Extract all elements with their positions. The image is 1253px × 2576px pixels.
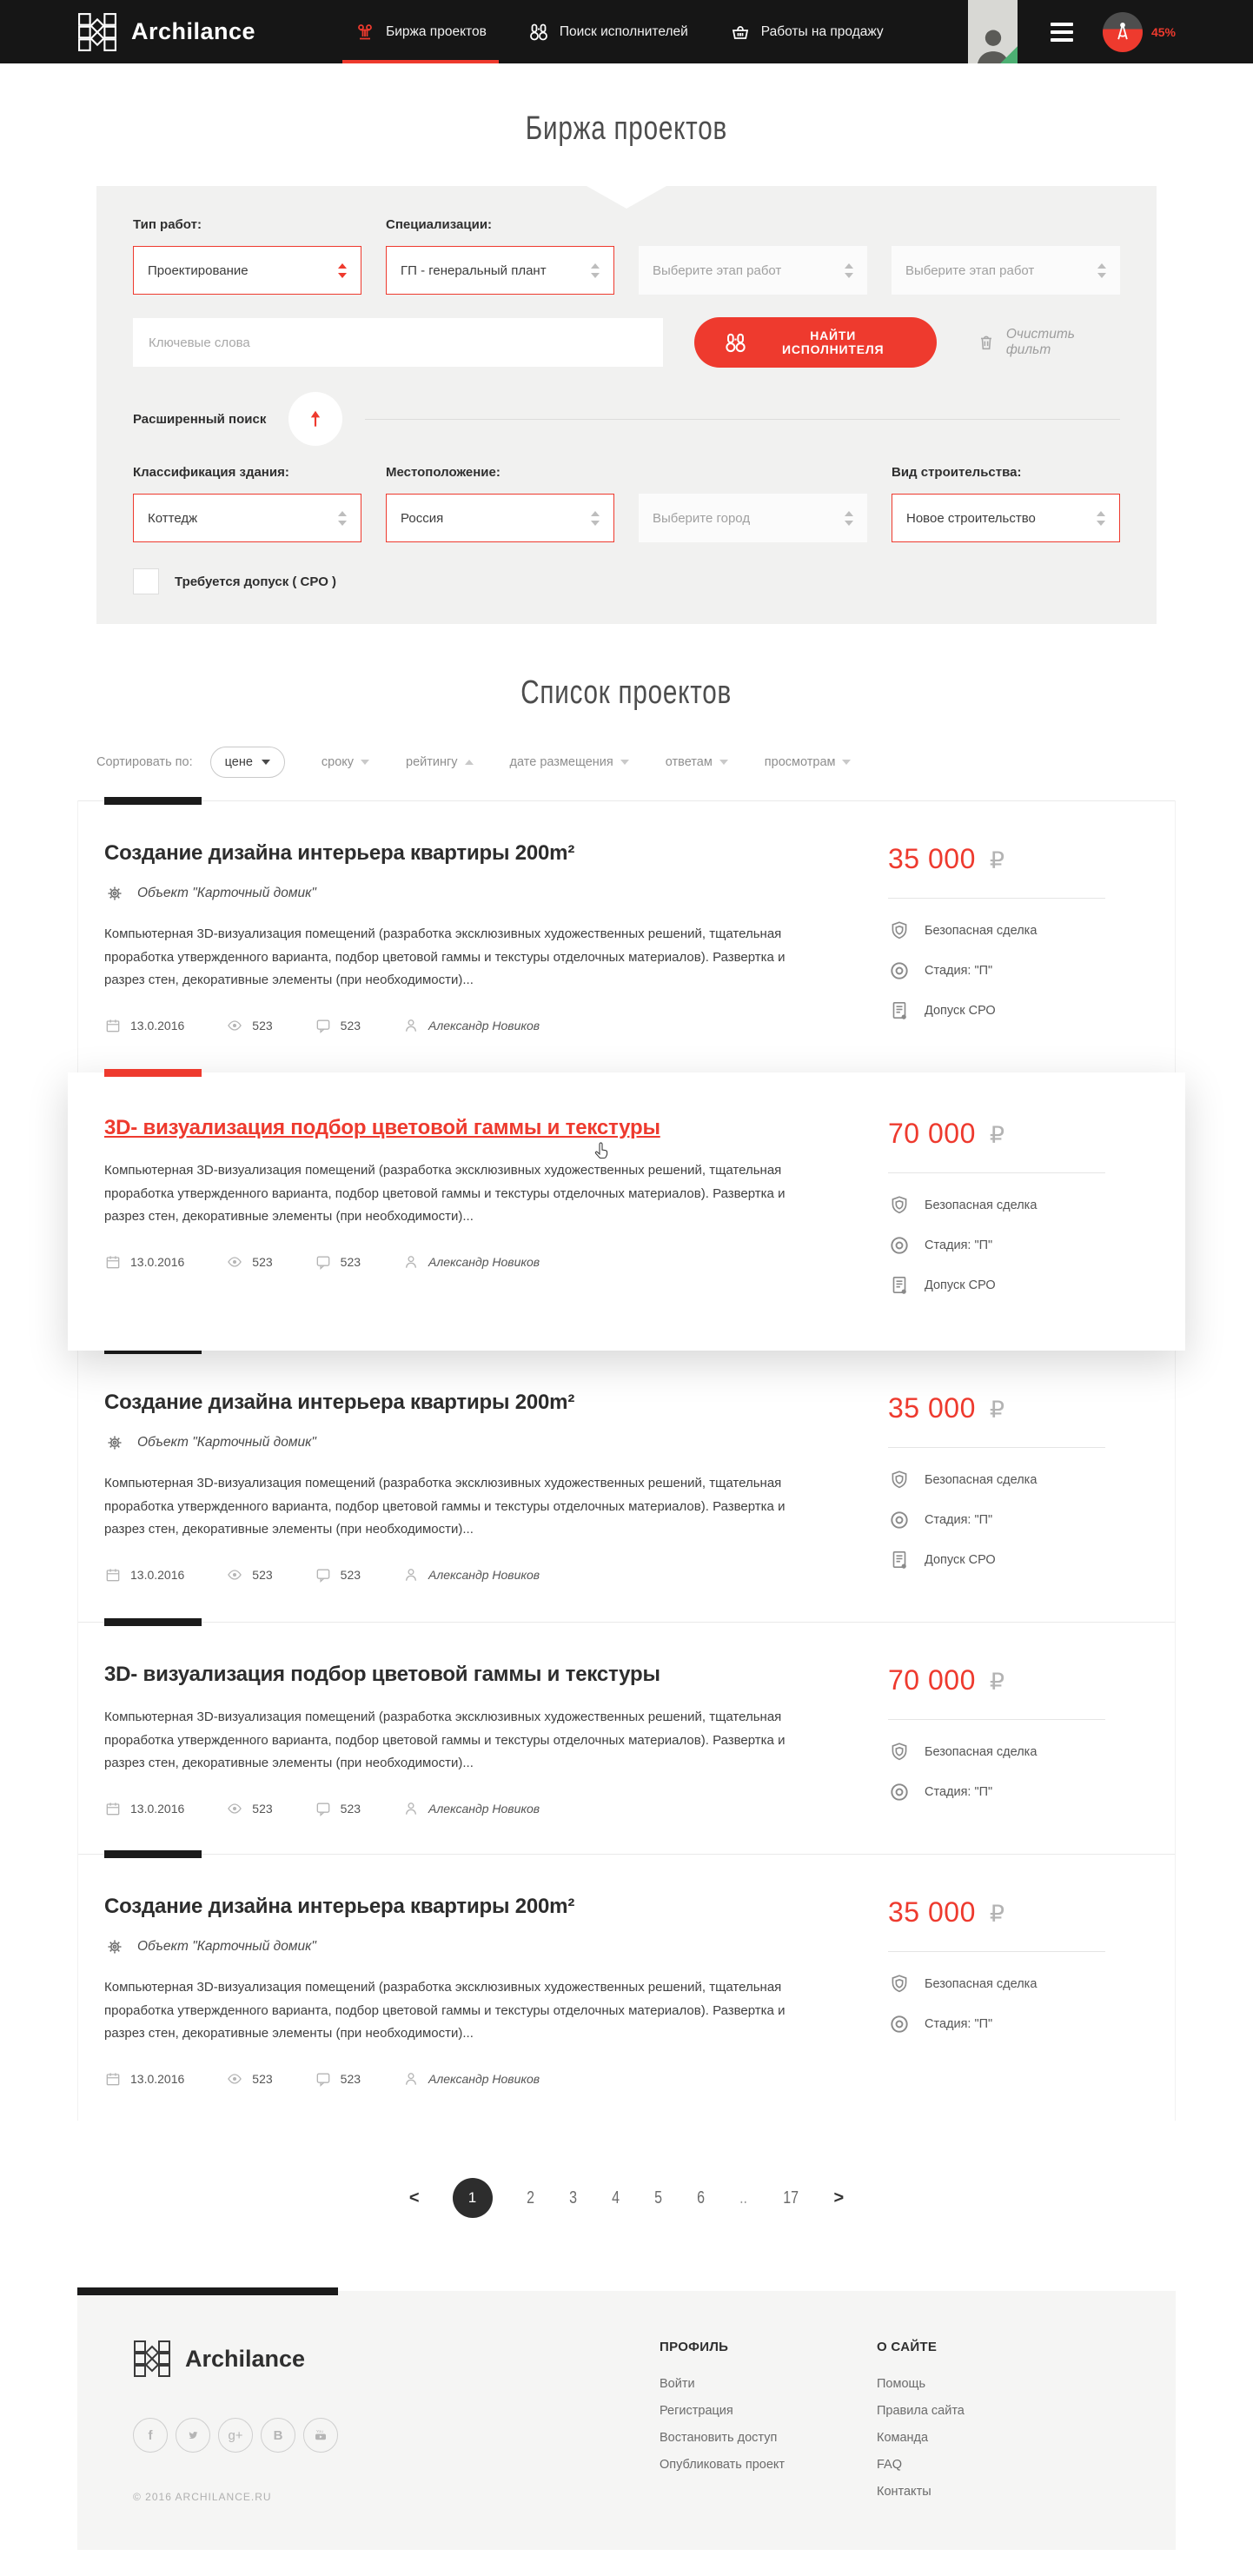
project-date: 13.0.2016 (130, 1019, 185, 1033)
project-price: 70 000 ₽ (888, 1664, 1005, 1696)
divider-line (888, 1951, 1105, 1952)
work-type-select[interactable] (133, 246, 361, 295)
compass-icon (1111, 21, 1134, 43)
select-placeholder: Выберите этап работ (905, 262, 1035, 278)
badge-sro: Допуск СРО (888, 1274, 1149, 1297)
sort-arrow-down-icon (262, 760, 270, 765)
eye-icon (226, 1566, 243, 1583)
svg-text:You: You (315, 2430, 323, 2435)
comment-icon (315, 1253, 332, 1271)
footer-link-team[interactable]: Команда (877, 2431, 929, 2446)
sort-option-views[interactable]: просмотрам (765, 755, 852, 769)
profile-progress-percent: 45% (1150, 24, 1176, 39)
comment-icon (315, 1800, 332, 1817)
select-value: Новое строительство (906, 510, 1036, 526)
project-price: 70 000 ₽ (888, 1118, 1005, 1149)
pagination-page-3[interactable]: 3 (568, 2188, 577, 2208)
person-icon (402, 1800, 420, 1817)
project-title[interactable]: Создание дизайна интерьера квартиры 200m² (104, 1895, 575, 1918)
calendar-icon (104, 2070, 122, 2088)
badge-stage: Стадия: "П" (888, 959, 1149, 982)
badge-sro: Допуск СРО (888, 999, 1149, 1022)
select-arrows-icon (1097, 511, 1105, 526)
project-description: Компьютерная 3D-визуализация помещений (разработка эксклюзивных художественных решений, тщательная проработка утвержденного варианта, подбор цветовой гаммы и текстуры отделочных материалов). Развертка и разрез стен, декоративные элементы (при необходимости)... (104, 1980, 786, 2042)
binoculars-icon (724, 331, 747, 355)
badge-safe-deal: Безопасная сделка (888, 920, 1149, 942)
shield-icon (888, 1469, 911, 1491)
basket-icon (730, 22, 751, 43)
binoculars-icon (528, 22, 549, 43)
project-description: Компьютерная 3D-визуализация помещений (разработка эксклюзивных художественных решений, тщательная проработка утвержденного варианта, подбор цветовой гаммы и текстуры отделочных материалов). Развертка и разрез стен, декоративные элементы (при необходимости)... (104, 926, 786, 988)
project-card-hovered[interactable] (68, 1072, 1185, 1351)
pagination-page-17[interactable]: 17 (783, 2188, 799, 2208)
project-card[interactable] (78, 1622, 1175, 1854)
target-icon (888, 1509, 911, 1531)
project-object: Объект "Карточный домик" (137, 886, 316, 900)
eye-icon (226, 1800, 243, 1817)
footer-accent-tick (77, 2287, 338, 2295)
section-title-project-list: Список проектов (520, 674, 733, 711)
column-icon (355, 22, 375, 43)
nav-item-works-for-sale[interactable] (709, 0, 905, 63)
specialization-select[interactable] (386, 246, 614, 295)
construction-type-label: Вид строительства: (892, 465, 1022, 480)
project-title[interactable]: Создание дизайна интерьера квартиры 200m² (104, 1391, 575, 1414)
specialization-label: Специализации: (386, 217, 493, 232)
footer-link-restore-access[interactable]: Востановить доступ (660, 2431, 778, 2446)
footer-link-contacts[interactable]: Контакты (877, 2485, 931, 2500)
collapse-advanced-button[interactable] (288, 392, 342, 446)
project-title[interactable]: Создание дизайна интерьера квартиры 200m² (104, 841, 575, 865)
document-icon (888, 1549, 911, 1571)
select-value: Коттедж (148, 510, 198, 526)
advanced-search-label: Расширенный поиск (133, 411, 267, 427)
page-title: Биржа проектов (525, 110, 728, 147)
project-views: 523 (252, 1568, 273, 1583)
select-placeholder: Выберите этап работ (653, 262, 782, 278)
calendar-icon (104, 1017, 122, 1034)
pagination-next-button[interactable]: > (833, 2188, 845, 2208)
ruble-sign: ₽ (989, 1669, 1005, 1696)
sro-checkbox-label: Требуется допуск ( СРО ) (175, 574, 337, 589)
project-views: 523 (252, 1802, 273, 1816)
project-price: 35 000 ₽ (888, 1392, 1005, 1424)
construction-type-select[interactable] (892, 494, 1120, 542)
eye-icon (226, 1017, 243, 1034)
select-arrows-icon (845, 263, 853, 278)
nav-item-project-exchange[interactable] (334, 0, 507, 63)
select-arrows-icon (591, 263, 600, 278)
project-views: 523 (252, 1019, 273, 1033)
person-icon (402, 2070, 420, 2088)
pagination-page-4[interactable]: 4 (611, 2188, 620, 2208)
project-views: 523 (252, 1255, 273, 1270)
project-comments: 523 (340, 2072, 361, 2087)
sort-option-rating[interactable]: рейтингу (406, 755, 474, 769)
footer-brand[interactable] (133, 2340, 338, 2378)
google-plus-icon[interactable]: g+ (218, 2418, 253, 2453)
calendar-icon (104, 1253, 122, 1271)
hamburger-menu-icon[interactable] (1051, 23, 1073, 42)
select-placeholder: Выберите город (653, 510, 751, 526)
project-author[interactable]: Александр Новиков (428, 1802, 540, 1816)
pagination-page-1-active[interactable]: 1 (453, 2178, 493, 2218)
twitter-icon[interactable] (176, 2418, 210, 2453)
nav-label: Биржа проектов (386, 23, 487, 39)
badge-safe-deal: Безопасная сделка (888, 1469, 1149, 1491)
project-comments: 523 (340, 1802, 361, 1816)
archilance-logo-icon (133, 2340, 171, 2378)
person-icon (402, 1253, 420, 1271)
badge-stage: Стадия: "П" (888, 1234, 1149, 1257)
select-value: Россия (401, 510, 444, 526)
project-description: Компьютерная 3D-визуализация помещений (разработка эксклюзивных художественных решений, тщательная проработка утвержденного варианта, подбор цветовой гаммы и текстуры отделочных материалов). Развертка и разрез стен, декоративные элементы (при необходимости)... (104, 1710, 786, 1771)
target-icon (888, 959, 911, 982)
youtube-icon[interactable] (303, 2418, 338, 2453)
pagination-page-5[interactable]: 5 (653, 2188, 662, 2208)
select-arrows-icon (1097, 263, 1106, 278)
keywords-input[interactable] (133, 318, 663, 367)
work-stage-select[interactable] (639, 246, 867, 295)
panel-notch (587, 186, 666, 209)
building-class-label: Классификация здания: (133, 465, 289, 480)
card-accent-tick (104, 1069, 202, 1077)
shield-icon (888, 1194, 911, 1217)
clear-filter-button[interactable]: Очистить фильт (977, 327, 1120, 358)
project-comments: 523 (340, 1019, 361, 1033)
project-card[interactable] (78, 800, 1175, 1072)
card-accent-tick (104, 1618, 202, 1626)
divider-line (888, 1719, 1105, 1720)
sort-bar (77, 747, 1176, 800)
badge-stage: Стадия: "П" (888, 1781, 1149, 1803)
pagination-prev-button[interactable]: < (408, 2188, 420, 2208)
sort-arrow-down-icon (842, 760, 851, 765)
select-arrows-icon (845, 511, 853, 526)
footer-link-login[interactable]: Войти (660, 2377, 695, 2392)
sort-option-term[interactable]: сроку (322, 755, 369, 769)
country-select[interactable] (386, 494, 614, 542)
pagination-ellipsis: .. (739, 2188, 748, 2208)
brand-word: Archilance (131, 18, 256, 44)
shield-icon (888, 920, 911, 942)
building-class-select[interactable] (133, 494, 361, 542)
project-object: Объект "Карточный домик" (137, 1939, 316, 1954)
eye-icon (226, 1253, 243, 1271)
select-value: ГП - генеральный плант (401, 262, 547, 278)
shield-icon (888, 1741, 911, 1763)
sort-arrow-up-icon (465, 760, 474, 765)
project-author[interactable]: Александр Новиков (428, 1255, 540, 1270)
select-arrows-icon (338, 263, 347, 278)
badge-safe-deal: Безопасная сделка (888, 1741, 1149, 1763)
cursor-hand-icon (591, 1140, 612, 1161)
nav-label: Поиск исполнителей (559, 23, 688, 39)
badge-safe-deal: Безопасная сделка (888, 1194, 1149, 1217)
target-icon (888, 2013, 911, 2035)
project-object: Объект "Карточный домик" (137, 1435, 316, 1450)
sort-arrow-down-icon (719, 760, 728, 765)
badge-sro: Допуск СРО (888, 1549, 1149, 1571)
gear-icon (104, 1936, 125, 1957)
find-performer-button[interactable]: НАЙТИ ИСПОЛНИТЕЛЯ (694, 317, 937, 368)
ruble-sign: ₽ (989, 1122, 1005, 1149)
divider-line (365, 419, 1120, 420)
sro-checkbox[interactable] (133, 568, 159, 594)
arrow-up-icon (304, 408, 327, 430)
project-author[interactable]: Александр Новиков (428, 1568, 540, 1583)
document-icon (888, 999, 911, 1022)
trash-icon (977, 333, 996, 352)
sort-option-price[interactable]: цене (210, 747, 285, 778)
pagination-page-2[interactable]: 2 (526, 2188, 534, 2208)
ruble-sign: ₽ (989, 1901, 1005, 1928)
eye-icon (226, 2070, 243, 2088)
project-date: 13.0.2016 (130, 1802, 185, 1816)
pagination (77, 2121, 1176, 2291)
gear-icon (104, 1432, 125, 1453)
project-description: Компьютерная 3D-визуализация помещений (разработка эксклюзивных художественных решений, тщательная проработка утвержденного варианта, подбор цветовой гаммы и текстуры отделочных материалов). Развертка и разрез стен, декоративные элементы (при необходимости)... (104, 1163, 786, 1225)
project-date: 13.0.2016 (130, 2072, 185, 2087)
divider-line (888, 898, 1105, 899)
badge-stage: Стадия: "П" (888, 2013, 1149, 2035)
work-stage-select-2[interactable] (892, 246, 1120, 295)
footer-brand-word: Archilance (185, 2345, 306, 2372)
gear-icon (104, 883, 125, 904)
footer-link-faq[interactable]: FAQ (877, 2458, 903, 2473)
sort-option-date-posted[interactable]: дате размещения (510, 755, 629, 769)
facebook-icon[interactable]: f (133, 2418, 168, 2453)
main-nav (334, 0, 905, 63)
project-card-list (77, 800, 1176, 2121)
target-icon (888, 1234, 911, 1257)
sort-option-answers[interactable]: ответам (666, 755, 728, 769)
comment-icon (315, 2070, 332, 2088)
divider-line (888, 1447, 1105, 1448)
location-label: Местоположение: (386, 465, 501, 480)
copyright-text: © 2016 ARCHILANCE.RU (133, 2491, 272, 2504)
footer-link-publish-project[interactable]: Опубликовать проект (660, 2458, 786, 2473)
filter-panel (96, 186, 1157, 624)
document-icon (888, 1274, 911, 1297)
sort-arrow-down-icon (361, 760, 369, 765)
comment-icon (315, 1017, 332, 1034)
ruble-sign: ₽ (989, 847, 1005, 874)
divider-line (888, 1172, 1105, 1173)
project-card[interactable] (78, 1351, 1175, 1622)
badge-safe-deal: Безопасная сделка (888, 1973, 1149, 1995)
project-author[interactable]: Александр Новиков (428, 1019, 540, 1033)
archilance-logo-icon (77, 12, 117, 52)
project-views: 523 (252, 2072, 273, 2087)
project-title-link[interactable]: 3D- визуализация подбор цветовой гаммы и текстуры (104, 1116, 660, 1139)
brand[interactable] (77, 12, 255, 52)
project-author[interactable]: Александр Новиков (428, 2072, 540, 2087)
footer-link-register[interactable]: Регистрация (660, 2404, 733, 2419)
select-value: Проектирование (148, 262, 249, 278)
person-icon (402, 1566, 420, 1583)
app-header (0, 0, 1253, 63)
footer-column-title-profile: ПРОФИЛЬ (660, 2340, 729, 2355)
project-date: 13.0.2016 (130, 1568, 185, 1583)
project-description: Компьютерная 3D-визуализация помещений (разработка эксклюзивных художественных решений, тщательная проработка утвержденного варианта, подбор цветовой гаммы и текстуры отделочных материалов). Развертка и разрез стен, декоративные элементы (при необходимости)... (104, 1476, 786, 1537)
badge-stage: Стадия: "П" (888, 1509, 1149, 1531)
footer-link-site-rules[interactable]: Правила сайта (877, 2404, 965, 2419)
project-date: 13.0.2016 (130, 1255, 185, 1270)
comment-icon (315, 1566, 332, 1583)
footer-column-title-about: О САЙТЕ (877, 2340, 938, 2355)
project-price: 35 000 ₽ (888, 1896, 1005, 1928)
select-arrows-icon (338, 511, 347, 526)
sort-arrow-down-icon (620, 760, 629, 765)
ruble-sign: ₽ (989, 1397, 1005, 1424)
footer-link-help[interactable]: Помощь (877, 2377, 926, 2392)
user-avatar-photo[interactable] (968, 0, 1018, 63)
project-comments: 523 (340, 1255, 361, 1270)
city-select[interactable] (639, 494, 867, 542)
shield-icon (888, 1973, 911, 1995)
work-type-label: Тип работ: (133, 217, 202, 232)
calendar-icon (104, 1566, 122, 1583)
project-card[interactable] (78, 1854, 1175, 2121)
card-accent-tick (104, 797, 202, 805)
project-comments: 523 (340, 1568, 361, 1583)
card-accent-tick (104, 1850, 202, 1858)
nav-item-find-performers[interactable] (507, 0, 709, 63)
sort-by-label: Сортировать по: (96, 755, 193, 769)
app-footer (77, 2291, 1176, 2550)
person-icon (402, 1017, 420, 1034)
pagination-page-6[interactable]: 6 (697, 2188, 706, 2208)
profile-progress-avatar[interactable] (1103, 12, 1143, 52)
nav-label: Работы на продажу (760, 23, 884, 39)
target-icon (888, 1781, 911, 1803)
calendar-icon (104, 1800, 122, 1817)
select-arrows-icon (591, 511, 600, 526)
project-price: 35 000 ₽ (888, 843, 1005, 874)
vk-icon[interactable]: B (261, 2418, 295, 2453)
project-title[interactable]: 3D- визуализация подбор цветовой гаммы и текстуры (104, 1663, 660, 1686)
